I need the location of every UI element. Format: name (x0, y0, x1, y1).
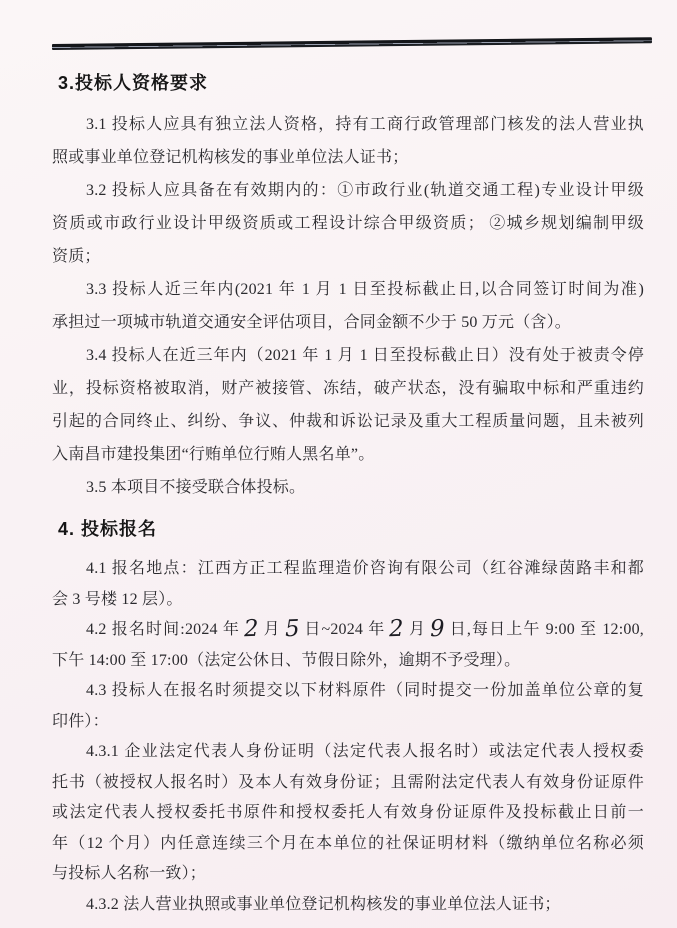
text-run: 日,每日上午 9:00 至 12:00, (448, 621, 644, 638)
document-line (52, 240, 644, 273)
section-heading: 3.投标人资格要求 (58, 73, 209, 93)
text-run: 下午 14:00 至 17:00（法定公休日、节假日除外，逾期不予受理）。 (52, 651, 521, 669)
text-run: 日~2024 年 (303, 621, 386, 638)
document-line (52, 273, 644, 306)
document-line (52, 108, 644, 141)
document-line (52, 707, 644, 738)
document-line (52, 141, 644, 174)
text-run: 业，投标资格被取消，财产被接管、冻结，破产状态，没有骗取中标和严重违约 (52, 380, 644, 397)
text-run: 3.2 投标人应具备在有效期内的：①市政行业(轨道交通工程)专业设计甲级 (86, 182, 644, 199)
text-run: 4.3.1 企业法定代表人身份证明（法定代表人报名时）或法定代表人授权委 (86, 743, 644, 760)
text-run: 3.5 本项目不接受联合体投标。 (86, 479, 306, 496)
text-run: 4.3.2 法人营业执照或事业单位登记机构核发的事业单位法人证书； (86, 895, 561, 913)
document-line (52, 737, 644, 768)
document-line (52, 615, 644, 646)
text-run: 3.3 投标人近三年内(2021 年 1 月 1 日至投标截止日,以合同签订时间为准) (86, 281, 644, 298)
document-line (52, 676, 644, 707)
text-run: 会 3 号楼 12 层）。 (52, 590, 183, 608)
handwritten-digit: 2 (388, 615, 405, 643)
text-run: 4.1 报名地点：江西方正工程监理造价咨询有限公司（红谷滩绿茵路丰和都 (86, 560, 644, 577)
document-line (52, 207, 644, 240)
handwritten-digit: 9 (429, 615, 446, 643)
handwritten-digit: 5 (284, 615, 300, 643)
text-run: 照或事业单位登记机构核发的事业单位法人证书； (52, 149, 409, 166)
document-line (52, 174, 644, 207)
text-run: 与投标人名称一致）； (52, 865, 207, 882)
text-run: 入南昌市建投集团“行贿单位行贿人黑名单”。 (52, 446, 375, 463)
text-run: 印件）： (52, 712, 109, 730)
document-line (52, 890, 644, 921)
section-heading: 4. 投标报名 (58, 519, 158, 539)
text-run: 或法定代表人授权委托书原件和授权委托人有效身份证原件及投标截止日前一 (52, 804, 644, 821)
section-bid-registration (52, 516, 644, 920)
document-line (52, 646, 644, 677)
text-run: 月 (408, 621, 427, 638)
handwritten-digit: 2 (243, 615, 260, 643)
document-line (52, 554, 644, 585)
text-run: 3.4 投标人在近三年内（2021 年 1 月 1 日至投标截止日）没有处于被责令停 (86, 347, 644, 364)
text-run: 4.2 报名时间:2024 年 (86, 621, 241, 638)
document-line (52, 768, 644, 799)
document-line (52, 798, 644, 829)
text-run: 资质； (52, 248, 101, 265)
document-line (52, 372, 644, 405)
document-line (52, 859, 644, 890)
section-bidder-qualifications (52, 70, 644, 504)
document-line (52, 438, 644, 471)
text-run: 托书（被授权人报名时）及本人有效身份证；且需附法定代表人有效身份证原件 (52, 773, 644, 791)
document-body (52, 70, 644, 920)
text-run: 4.3 投标人在报名时须提交以下材料原件（同时提交一份加盖单位公章的复 (86, 682, 644, 699)
document-line (52, 585, 644, 616)
text-run: 3.1 投标人应具有独立法人资格，持有工商行政管理部门核发的法人营业执 (86, 116, 644, 133)
page-top-rule (52, 37, 652, 50)
document-line (52, 471, 644, 504)
text-run: 资质或市政行业设计甲级资质或工程设计综合甲级资质； ②城乡规划编制甲级 (52, 215, 644, 232)
document-line (52, 829, 644, 860)
text-run: 引起的合同终止、纠纷、争议、仲裁和诉讼记录及重大工程质量问题，且未被列 (52, 413, 644, 430)
document-line (52, 339, 644, 372)
text-run: 年（12 个月）内任意连续三个月在本单位的社保证明材料（缴纳单位名称必须 (52, 834, 644, 852)
document-line (52, 405, 644, 438)
text-run: 月 (262, 621, 281, 638)
document-line (52, 306, 644, 339)
text-run: 承担过一项城市轨道交通安全评估项目，合同金额不少于 50 万元（含）。 (52, 314, 572, 331)
